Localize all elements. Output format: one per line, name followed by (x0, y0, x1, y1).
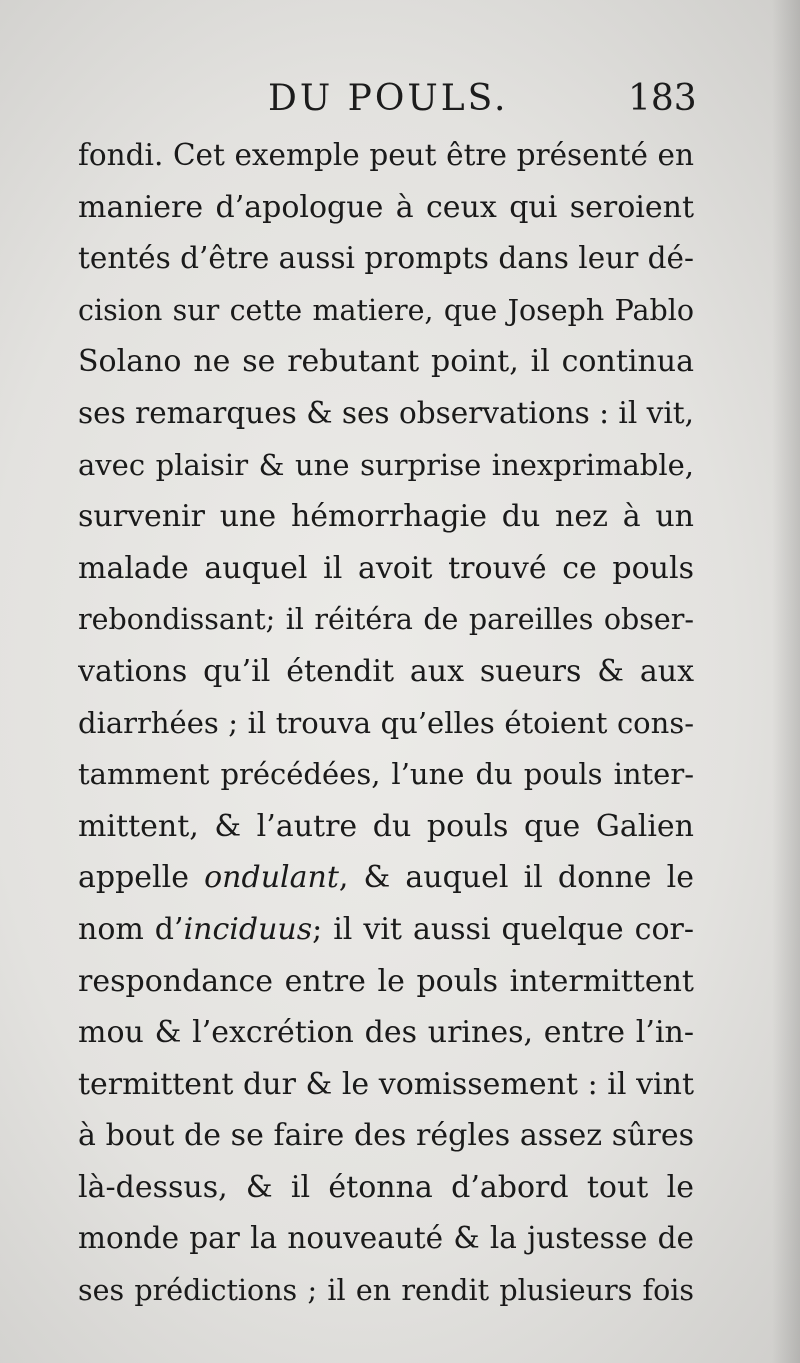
text-line: nom d’inciduus; il vit aussi quelque cor- (78, 911, 694, 947)
text-line: tentés d’être aussi prompts dans leur dé- (78, 241, 694, 276)
text-line: ses remarques & ses observations : il vit, (78, 395, 694, 430)
running-head: DU POULS. (268, 78, 509, 119)
text-line: mittent, & l’autre du pouls que Galien (78, 808, 694, 844)
text-line: Solano ne se rebutant point, il continua (78, 344, 694, 380)
text-line: fondi. Cet exemple peut être présenté en (78, 138, 694, 172)
page-header (0, 78, 800, 128)
page-edge-shadow (772, 0, 800, 1363)
text-line: monde par la nouveauté & la justesse de (78, 1221, 694, 1256)
italic-term: ondulant (204, 860, 339, 896)
body-text (78, 130, 694, 1317)
text-line: termittent dur & le vomissement : il vint (78, 1066, 694, 1102)
text-line: appelle ondulant, & auquel il donne le (78, 860, 694, 896)
text-line: tamment précédées, l’une du pouls inter- (78, 757, 694, 792)
text-line: mou & l’excrétion des urines, entre l’in- (78, 1015, 694, 1051)
text-line: rebondissant; il réitéra de pareilles obser- (78, 603, 694, 637)
italic-term: inciduus (183, 911, 313, 947)
text-line: diarrhées ; il trouva qu’elles étoient cons- (78, 705, 694, 740)
text-line: respondance entre le pouls intermittent (78, 963, 694, 999)
text-line: avec plaisir & une surprise inexprimable, (78, 447, 694, 482)
text-line: à bout de se faire des régles assez sûres (78, 1118, 694, 1154)
text-line: vations qu’il étendit aux sueurs & aux (78, 653, 694, 689)
page-number: 183 (628, 78, 697, 119)
text-line: ses prédictions ; il en rendit plusieurs fois (78, 1274, 694, 1308)
text-line: survenir une hémorrhagie du nez à un (78, 499, 694, 535)
text-line: maniere d’apologue à ceux qui seroient (78, 189, 694, 225)
text-line: là-dessus, & il étonna d’abord tout le (78, 1169, 694, 1205)
text-line: cision sur cette matiere, que Joseph Pablo (78, 293, 694, 327)
text-line: malade auquel il avoit trouvé ce pouls (78, 550, 694, 586)
